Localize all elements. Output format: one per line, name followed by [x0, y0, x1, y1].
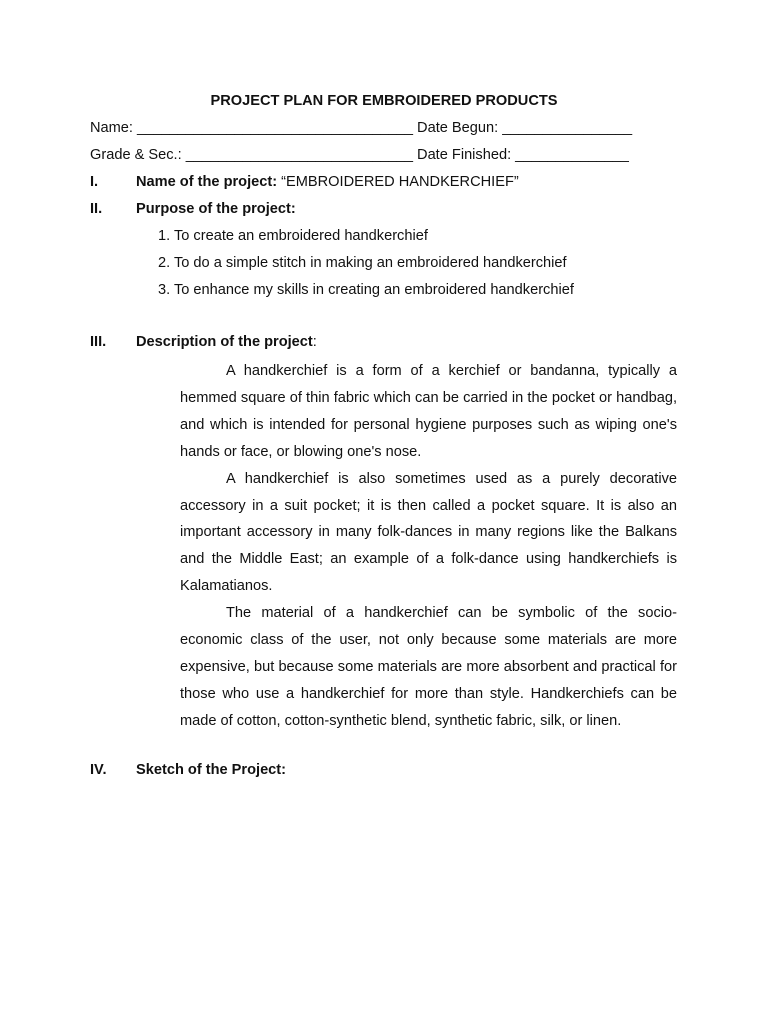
section-two-label: Purpose of the project: [136, 201, 296, 217]
section-two-numeral: II. [90, 201, 103, 217]
section-one-heading [136, 172, 519, 192]
section-one-label: Name of the project: [136, 174, 278, 190]
description-paragraph-1: A handkerchief is a form of a kerchief or bandanna, typically a hemmed square of thin fabric which can be carried in the pocket or handbag, and which is intended for personal hygiene purposes such as wiping one's hands or face, or blowing one's nose. [180, 363, 677, 460]
name-date-begun-line: Name: __________________________________ Date Begun: ________________ [90, 120, 633, 136]
description-paragraph-3: The material of a handkerchief can be symbolic of the socio-economic class of the user, not only because some materials are more expensive, but because some materials are more absorbent and practical for those who use a handkerchief for more than style. Handkerchiefs can be made of cotton, cotton-synthetic blend, synthetic fabric, silk, or linen. [180, 605, 677, 729]
description-paragraph-2: A handkerchief is also sometimes used as a purely decorative accessory in a suit pocket; it is then called a pocket square. It is also an important accessory in many folk-dances in many regions like the Balkans and the Middle East; an example of a folk-dance using handkerchiefs is Kalamatianos. [180, 470, 677, 595]
project-name-value: “EMBROIDERED HANDKERCHIEF” [277, 174, 519, 190]
section-three-colon: : [312, 334, 317, 350]
purpose-item-1: 1. To create an embroidered handkerchief [158, 228, 428, 244]
purpose-item-2: 2. To do a simple stitch in making an embroidered handkerchief [158, 255, 567, 271]
project-description [180, 358, 677, 735]
section-three-numeral: III. [90, 334, 107, 350]
grade-date-finished-line: Grade & Sec.: ____________________________ Date Finished: ______________ [90, 147, 629, 163]
section-one-numeral: I. [90, 174, 99, 190]
section-three-label: Description of the project [136, 334, 313, 350]
section-three-heading [136, 332, 317, 352]
section-four-numeral: IV. [90, 762, 107, 778]
section-four-label: Sketch of the Project: [136, 762, 287, 778]
purpose-item-3: 3. To enhance my skills in creating an embroidered handkerchief [158, 282, 574, 298]
document-title: PROJECT PLAN FOR EMBROIDERED PRODUCTS [210, 93, 558, 109]
